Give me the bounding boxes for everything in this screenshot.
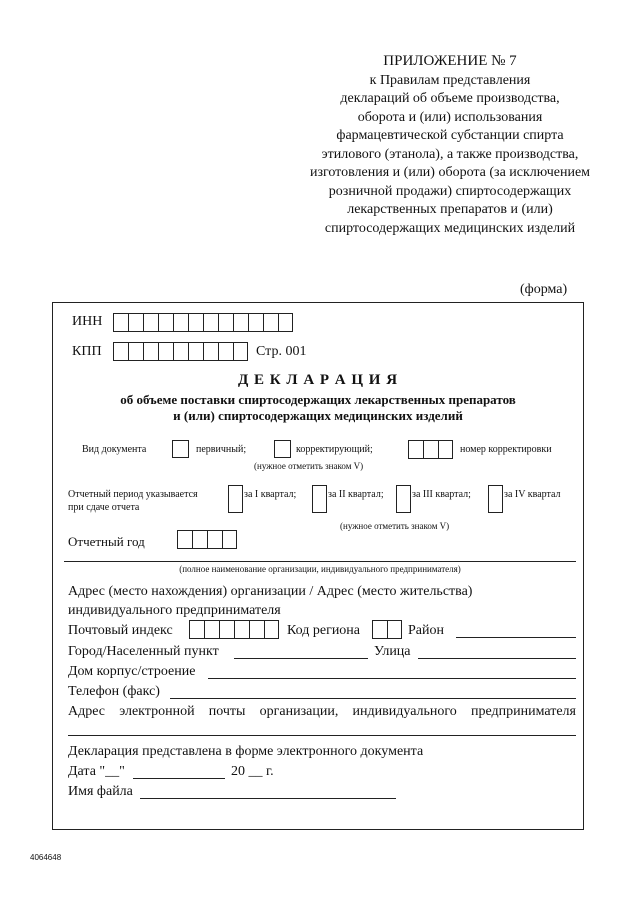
char-cell[interactable]: [173, 342, 188, 361]
char-cell[interactable]: [249, 620, 264, 639]
document-code: 4064648: [30, 853, 62, 862]
postal-code-label: Почтовый индекс: [68, 623, 173, 638]
doc-type-label: Вид документа: [82, 444, 147, 455]
street-label: Улица: [374, 644, 411, 659]
declaration-subtitle: об объеме поставки спиртосодержащих лекарственных препаратов: [120, 392, 516, 407]
header-line: деклараций об объеме производства,: [340, 91, 560, 106]
declaration-title: Д Е К Л А Р А Ц И Я: [237, 372, 399, 388]
q4-checkbox[interactable]: [488, 485, 503, 513]
char-cell[interactable]: [423, 440, 438, 459]
email-word: почты: [208, 704, 246, 719]
q3-checkbox[interactable]: [396, 485, 411, 513]
char-cell[interactable]: [372, 620, 387, 639]
electronic-statement: Декларация представлена в форме электронного документа: [68, 744, 424, 759]
corrective-label: корректирующий;: [296, 444, 373, 455]
doc-type-note: (нужное отметить знаком V): [254, 461, 364, 471]
header-line: оборота и (или) использования: [357, 109, 543, 125]
phone-label: Телефон (факс): [68, 684, 160, 699]
house-label: Дом корпус/строение: [68, 664, 196, 679]
header-line: спиртосодержащих медицинских изделий: [324, 220, 576, 236]
char-cell[interactable]: [408, 440, 423, 459]
header-line: изготовления и (или) оборота (за исключением: [309, 165, 591, 180]
char-cell[interactable]: [113, 342, 128, 361]
char-cell[interactable]: [192, 530, 207, 549]
primary-label: первичный;: [196, 444, 247, 455]
char-cell[interactable]: [128, 342, 143, 361]
char-cell[interactable]: [143, 313, 158, 332]
q2-label: за II квартал;: [328, 489, 384, 500]
char-cell[interactable]: [222, 530, 237, 549]
corrective-checkbox[interactable]: [274, 440, 291, 458]
char-cell[interactable]: [189, 620, 204, 639]
header-line: к Правилам представления: [369, 72, 531, 88]
char-cell[interactable]: [143, 342, 158, 361]
char-cell[interactable]: [177, 530, 192, 549]
char-cell[interactable]: [218, 313, 233, 332]
email-word: электронной: [119, 704, 195, 719]
appendix-header: [250, 52, 640, 238]
char-cell[interactable]: [278, 313, 293, 332]
declaration-subtitle: и (или) спиртосодержащих медицинских изделий: [173, 408, 463, 423]
period-note: (нужное отметить знаком V): [340, 521, 450, 531]
address-heading: Адрес (место нахождения) организации / Адрес (место жительства): [68, 584, 473, 599]
char-cell[interactable]: [207, 530, 222, 549]
email-label: [68, 704, 576, 720]
district-line[interactable]: [456, 637, 576, 638]
house-line[interactable]: [208, 678, 576, 679]
char-cell[interactable]: [387, 620, 402, 639]
correction-number-label: номер корректировки: [460, 444, 552, 455]
period-label-2: при сдаче отчета: [68, 502, 140, 513]
char-cell[interactable]: [188, 313, 203, 332]
header-line: этилового (этанола), а также производства,: [321, 146, 579, 162]
inn-cells[interactable]: [113, 313, 293, 332]
header-line: фармацевтической субстанции спирта: [336, 128, 564, 143]
city-label: Город/Населенный пункт: [68, 644, 219, 659]
email-word: организации,: [259, 704, 339, 719]
q1-label: за I квартал;: [244, 489, 297, 500]
q4-label: за IV квартал: [504, 489, 561, 500]
date-month-line[interactable]: [133, 778, 225, 779]
region-code-label: Код региона: [287, 623, 361, 638]
q3-label: за III квартал;: [412, 489, 471, 500]
appendix-title: ПРИЛОЖЕНИЕ № 7: [383, 53, 517, 69]
header-line: лекарственных препаратов и (или): [347, 202, 553, 217]
address-heading-2: индивидуального предпринимателя: [68, 603, 281, 618]
char-cell[interactable]: [158, 313, 173, 332]
email-word: индивидуального: [352, 704, 457, 719]
file-name-line[interactable]: [140, 798, 396, 799]
street-line[interactable]: [418, 658, 576, 659]
postal-code-cells[interactable]: [189, 620, 279, 639]
inn-label: ИНН: [72, 314, 103, 329]
email-word: предпринимателя: [470, 704, 576, 719]
year-label: Отчетный год: [68, 534, 145, 549]
primary-checkbox[interactable]: [172, 440, 189, 458]
char-cell[interactable]: [113, 313, 128, 332]
char-cell[interactable]: [173, 313, 188, 332]
char-cell[interactable]: [158, 342, 173, 361]
district-label: Район: [408, 623, 444, 638]
kpp-cells[interactable]: [113, 342, 248, 361]
file-name-label: Имя файла: [68, 784, 133, 799]
char-cell[interactable]: [263, 313, 278, 332]
org-name-caption: (полное наименование организации, индивидуального предпринимателя): [179, 564, 461, 574]
year-cells[interactable]: [177, 530, 237, 549]
date-year: 20 __ г.: [231, 764, 274, 779]
page-number: Стр. 001: [256, 344, 307, 359]
char-cell[interactable]: [233, 342, 248, 361]
char-cell[interactable]: [128, 313, 143, 332]
email-word: Адрес: [68, 704, 106, 719]
region-code-cells[interactable]: [372, 620, 402, 639]
char-cell[interactable]: [219, 620, 234, 639]
char-cell[interactable]: [203, 342, 218, 361]
header-line: розничной продажи) спиртосодержащих: [328, 183, 572, 199]
kpp-label: КПП: [72, 344, 102, 359]
char-cell[interactable]: [188, 342, 203, 361]
form-label: (форма): [520, 282, 568, 297]
date-prefix: Дата "__": [68, 764, 125, 779]
char-cell[interactable]: [233, 313, 248, 332]
q1-checkbox[interactable]: [228, 485, 243, 513]
city-line[interactable]: [234, 658, 368, 659]
char-cell[interactable]: [204, 620, 219, 639]
period-label: Отчетный период указывается: [68, 489, 198, 500]
char-cell[interactable]: [438, 440, 453, 459]
char-cell[interactable]: [234, 620, 249, 639]
org-name-line[interactable]: [64, 561, 576, 562]
char-cell[interactable]: [203, 313, 218, 332]
correction-number-cells[interactable]: [408, 440, 453, 459]
phone-line[interactable]: [170, 698, 576, 699]
char-cell[interactable]: [264, 620, 279, 639]
char-cell[interactable]: [248, 313, 263, 332]
char-cell[interactable]: [218, 342, 233, 361]
q2-checkbox[interactable]: [312, 485, 327, 513]
email-line[interactable]: [68, 735, 576, 736]
